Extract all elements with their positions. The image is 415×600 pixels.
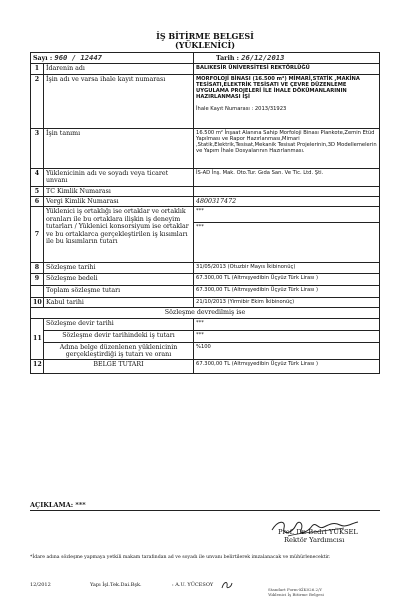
row-9b xyxy=(31,285,380,297)
footer-date: 12/2012 xyxy=(30,582,51,588)
row-value: %100 xyxy=(194,342,380,360)
row-label: Sözleşme tarihi xyxy=(44,263,194,273)
row-8 xyxy=(31,263,380,273)
standard-form-code xyxy=(268,588,324,598)
row-number: 9 xyxy=(31,273,44,285)
row-label: İşin tanımı xyxy=(44,128,194,168)
row-6 xyxy=(31,197,380,207)
row-9 xyxy=(31,273,380,285)
row-value: 67.300,00 TL (Altmışyedibin Üçyüz Türk Lirası ) xyxy=(194,360,380,374)
row-3 xyxy=(31,128,380,168)
row-value: 4800317472 xyxy=(194,197,380,207)
row-label: İdarenin adı xyxy=(44,64,194,74)
row-2 xyxy=(31,74,380,128)
footer-office: Yapı İşl.Tek.Dai.Bşk. xyxy=(90,582,142,588)
row-number: 3 xyxy=(31,128,44,168)
aciklama-label: AÇIKLAMA: *** xyxy=(30,501,86,509)
devir-heading-row xyxy=(31,308,380,318)
tarih-label: Tarih : xyxy=(216,55,239,62)
tarih-cell xyxy=(194,53,380,64)
row-number: 5 xyxy=(31,186,44,196)
tarih-value: 26/12/2013 xyxy=(241,53,285,62)
row-label: Adına belge düzenlenen yüklenicinin gerçekleştirdiği iş tutarı ve oranı xyxy=(44,342,194,360)
signatory-block xyxy=(278,529,358,544)
sayi-value: 960 / 12447 xyxy=(54,53,103,62)
row-label: Toplam sözleşme tutarı xyxy=(44,285,194,297)
row-label: İşin adı ve varsa ihale kayıt numarası xyxy=(44,74,194,128)
row-1 xyxy=(31,64,380,74)
row-number: 4 xyxy=(31,168,44,186)
row-label: Yüklenicinin adı ve soyadı veya ticaret unvanı xyxy=(44,168,194,186)
row-label: Vergi Kimlik Numarası xyxy=(44,197,194,207)
footer-writer: : A.U. YÜCESOY xyxy=(172,582,214,588)
consortium-value: *** xyxy=(196,224,204,231)
row-5 xyxy=(31,186,380,196)
row-number: 10 xyxy=(31,297,44,307)
row-10 xyxy=(31,297,380,307)
row-number: 6 xyxy=(31,197,44,207)
job-name: MORFOLOJİ BİNASI (16.500 m²) MİMARİ,STATİK ,MAKİNA TESİSATI,ELEKTRİK TESİSATI VE ÇEVRE DÜZENLEME UYGULAMA PROJELERİ İLE İHALE DÖKÜMANLARININ HAZIRLANMASI İŞİ xyxy=(196,75,360,101)
row-number: 2 xyxy=(31,74,44,128)
row-label: Kabul tarihi xyxy=(44,297,194,307)
row-12 xyxy=(31,360,380,374)
header-row xyxy=(31,53,380,64)
signatory-title: Rektör Yardımcısı xyxy=(284,535,345,544)
row-label: TC Kimlik Numarası xyxy=(44,186,194,196)
row-value: BALIKESİR ÜNİVERSİTESİ REKTÖRLÜĞÜ xyxy=(194,64,380,74)
row-value: 21/10/2013 (Yirmibir Ekim İkibinonüç) xyxy=(194,297,380,307)
row-number xyxy=(31,285,44,297)
row-label: Yüklenici iş ortaklığı ise ortaklar ve ortaklık oranları ile bu ortaklara ilişkin iş deneyim tutarları / Yüklenici konsorsiyum ise ortaklar ve bu ortaklarca gerçekleştirilen iş kısımları ile bu kısımların tutarı xyxy=(44,207,194,263)
row-value: 67.300,00 TL (Altmışyedibin Üçyüz Türk Lirası ) xyxy=(194,273,380,285)
row-value: 31/05/2013 (Otuzbir Mayıs İkibinonüç) xyxy=(194,263,380,273)
row-number: 8 xyxy=(31,263,44,273)
row-label: BELGE TUTARI xyxy=(44,360,194,374)
footnote: *İdare adına sözleşme yapmaya yetkili makam tarafından ad ve soyadı ile unvanı belirtilerek imzalanacak ve mühürlenecektir. xyxy=(30,555,331,560)
tender-number: İhale Kayıt Numarası : 2013/31923 xyxy=(196,105,287,112)
row-7 xyxy=(31,207,380,263)
row-value xyxy=(194,74,380,128)
row-value xyxy=(194,207,380,263)
row-value: İS-AD İnş. Mak. Oto.Tur. Gıda San. Ve Tic. Ltd. Şti. xyxy=(194,168,380,186)
row-value: *** xyxy=(194,330,380,342)
row-label: Sözleşme devir tarihi xyxy=(44,318,194,330)
partners-value: *** xyxy=(194,207,379,223)
row-number: 1 xyxy=(31,64,44,74)
row-value: 67.300,00 TL (Altmışyedibin Üçyüz Türk Lirası ) xyxy=(194,285,380,297)
document-subtitle: (YÜKLENİCİ) xyxy=(174,40,236,50)
row-value: *** xyxy=(194,318,380,330)
form-code-line: Standart Form-KİK026.2/Y xyxy=(268,587,323,592)
signatory-name: Prof. Dr. Bedri YÜKSEL xyxy=(278,528,358,536)
devir-heading: Sözleşme devredilmiş ise xyxy=(31,308,380,318)
row-number: 11 xyxy=(31,318,44,360)
document-title: İŞ BİTİRME BELGESİ xyxy=(156,31,254,41)
row-4 xyxy=(31,168,380,186)
row-11c xyxy=(31,342,380,360)
sayi-label: Sayı : xyxy=(33,55,53,62)
row-label: Sözleşme bedeli xyxy=(44,273,194,285)
row-11b xyxy=(31,330,380,342)
sayi-cell xyxy=(31,53,194,64)
row-11a xyxy=(31,318,380,330)
row-label: Sözleşme devir tarihindeki iş tutarı xyxy=(44,330,194,342)
row-value xyxy=(194,186,380,196)
row-number: 7 xyxy=(31,207,44,263)
certificate-table xyxy=(30,52,380,374)
row-number: 12 xyxy=(31,360,44,374)
row-value: 16.500 m² İnşaat Alanına Sahip Morfoloji Binası Plankote,Zemin Etüd Yapılması ve Rapor Hazırlanması,Mimari ,Statik,Elektrik,Tesisat,Mekanik Tesisat Projelerinin,3D Modellemelerin ve Yapım İhale Dosyalarının Hazırlanması. xyxy=(194,128,380,168)
paraf-scribble xyxy=(220,579,234,591)
form-name-line: Yüklenici İş Bitirme Belgesi xyxy=(268,591,324,597)
aciklama-divider xyxy=(30,510,380,511)
